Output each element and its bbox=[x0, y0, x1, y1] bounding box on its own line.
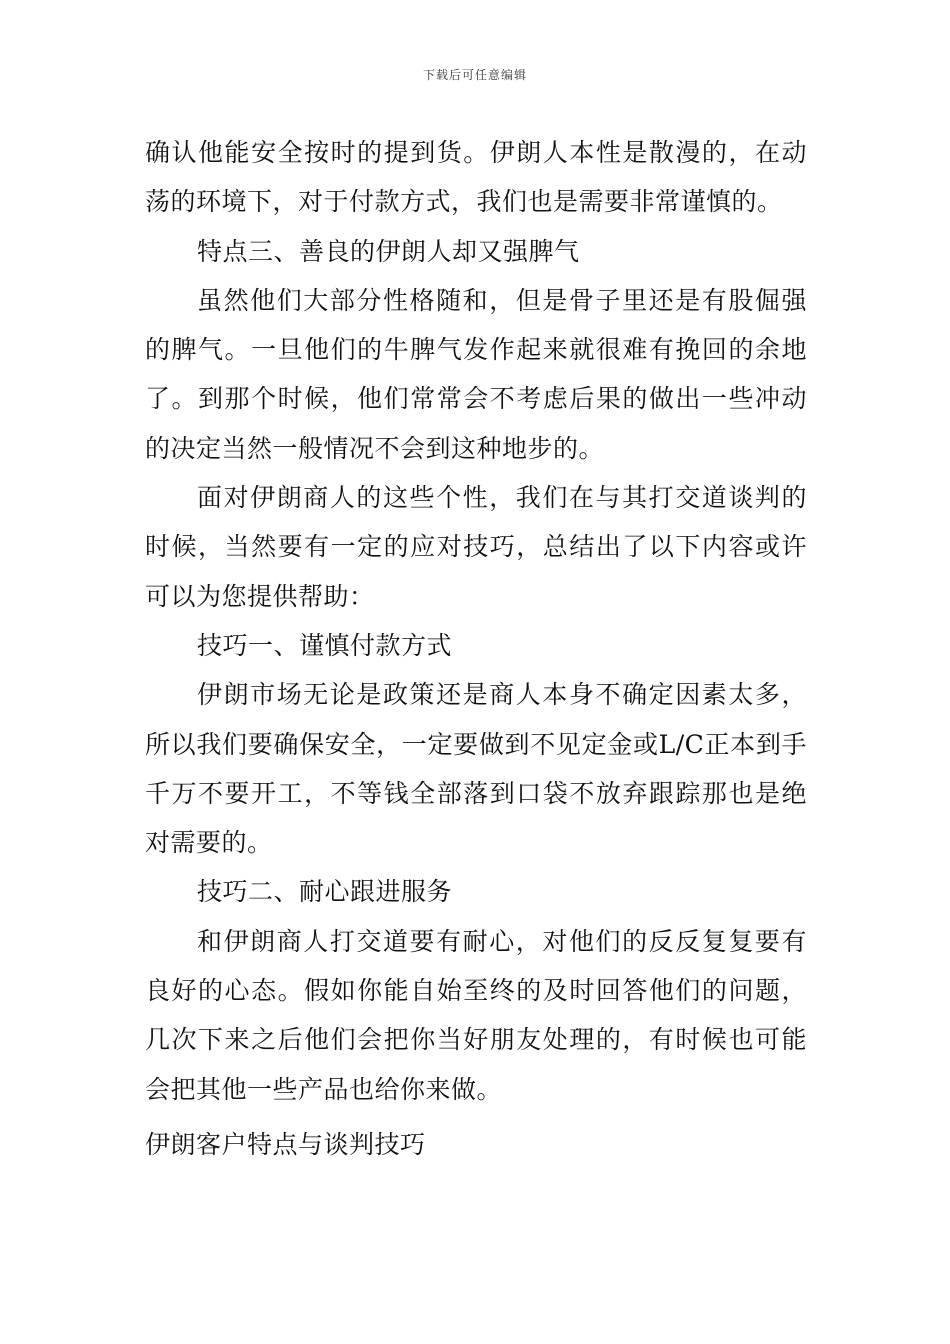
document-title-footer: 伊朗客户特点与谈判技巧 bbox=[145, 1130, 426, 1159]
section-heading-tip-2: 技巧二、耐心跟进服务 bbox=[197, 877, 453, 907]
paragraph-payment: 伊朗市场无论是政策还是商人本身不确定因素太多，所以我们要确保安全，一定要做到不见定金或L/C正本到手千万不要开工，不等钱全部落到口袋不放弃跟踪那也是绝对需要的。 bbox=[145, 680, 807, 858]
document-body bbox=[145, 128, 807, 1114]
paragraph-continued: 确认他能安全按时的提到货。伊朗人本性是散漫的，在动荡的环境下，对于付款方式，我们也是需要非常谨慎的。 bbox=[145, 138, 807, 217]
paragraph-intro-tips: 面对伊朗商人的这些个性，我们在与其打交道谈判的时候，当然要有一定的应对技巧，总结出了以下内容或许可以为您提供帮助： bbox=[145, 483, 807, 611]
paragraph-service: 和伊朗商人打交道要有耐心，对他们的反反复复要有良好的心态。假如你能自始至终的及时回答他们的问题，几次下来之后他们会把你当好朋友处理的，有时候也可能会把其他一些产品也给你来做。 bbox=[145, 926, 807, 1104]
section-heading-feature-3: 特点三、善良的伊朗人却又强脾气 bbox=[197, 236, 580, 266]
section-heading-tip-1: 技巧一、谨慎付款方式 bbox=[197, 630, 453, 660]
page-header: 下载后可任意编辑 bbox=[422, 68, 527, 82]
paragraph-temper: 虽然他们大部分性格随和，但是骨子里还是有股倔强的脾气。一旦他们的牛脾气发作起来就很难有挽回的余地了。到那个时候，他们常常会不考虑后果的做出一些冲动的决定当然一般情况不会到这种地步的。 bbox=[145, 285, 807, 463]
